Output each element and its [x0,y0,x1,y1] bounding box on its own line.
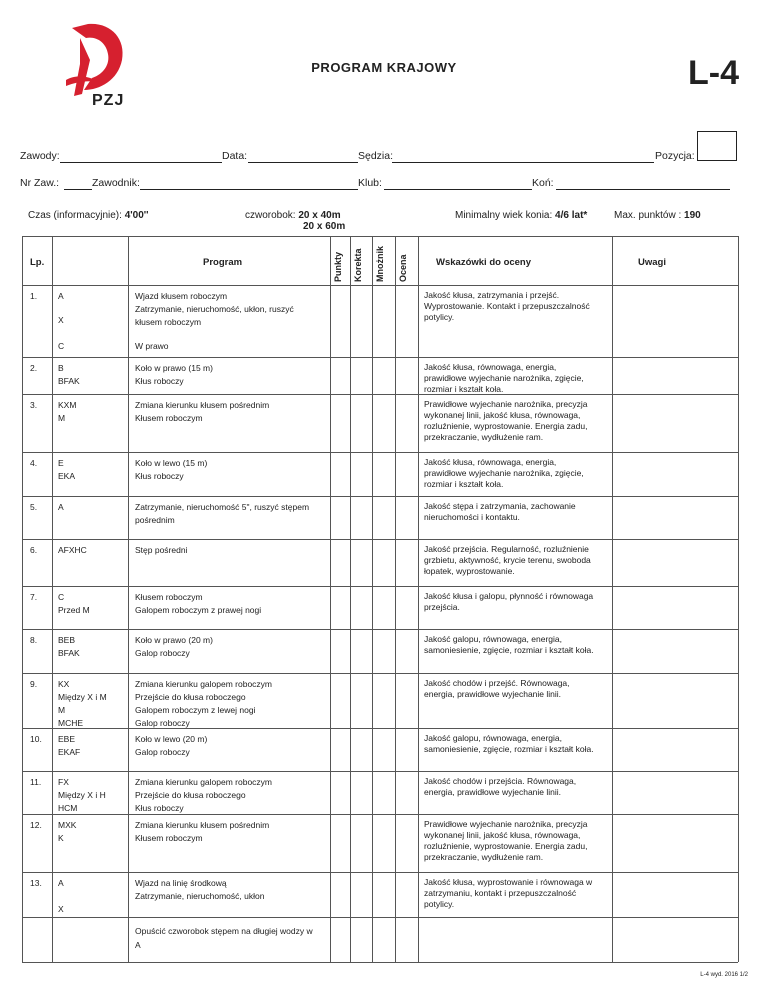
evaluation-hint: Jakość galopu, równowaga, energia, samoniesienie, zgięcie, rozmiar i kształt koła. [424,634,594,655]
klub-label: Klub: [358,177,382,189]
punkty-header: Punkty [333,251,343,282]
table-column-line [612,236,613,962]
table-row-line [22,728,738,729]
ocena-header: Ocena [398,254,408,282]
program-step: W prawo [135,341,169,351]
table-row-line [22,673,738,674]
arena-point: BFAK [58,376,80,386]
program-step: Wjazd na linię środkową [135,878,227,888]
evaluation-hint: Jakość galopu, równowaga, energia, samoniesienie, zgięcie, rozmiar i kształt koła. [424,733,594,754]
arena-point: MXK [58,820,77,830]
program-step: Zatrzymanie, nieruchomość, ukłon [135,891,265,901]
data-field[interactable] [248,162,358,163]
row-number: 7. [30,592,38,602]
program-step: pośrednim [135,515,175,525]
nr-zaw-field[interactable] [64,189,92,190]
program-step: Zmiana kierunku galopem roboczym [135,679,273,689]
zawody-field[interactable] [60,162,222,163]
arena-point: EKA [58,471,76,481]
arena-point: M [58,705,66,715]
row-number: 12. [30,820,42,830]
arena-point: Między X i M [58,692,107,702]
program-step: Koło w lewo (20 m) [135,734,208,744]
program-step: Kłus roboczy [135,803,184,813]
czworobok-info-2: 20 x 60m [303,221,346,232]
program-step: Galopem roboczym z prawej nogi [135,605,262,615]
table-column-line [738,236,739,962]
program-step: Zmiana kierunku kłusem pośrednim [135,820,270,830]
footer-note: L-4 wyd. 2016 1/2 [700,972,748,978]
zawodnik-field[interactable] [140,189,358,190]
arena-point: A [58,878,64,888]
table-column-line [395,236,396,962]
czworobok-info: czworobok: 20 x 40m [245,210,341,221]
table-row-line [22,452,738,453]
row-number: 1. [30,291,38,301]
program-step: kłusem roboczym [135,317,202,327]
pozycja-box[interactable] [697,131,737,161]
program-step: Kłus roboczy [135,471,184,481]
zawodnik-label: Zawodnik: [92,177,140,189]
klub-field[interactable] [384,189,532,190]
table-row-line [22,285,738,286]
table-column-line [128,236,129,962]
table-row-line [22,917,738,918]
program-step: Stęp pośredni [135,545,188,555]
sedzia-label: Sędzia: [358,150,394,162]
row-number: 4. [30,458,38,468]
row-number: 11. [30,777,42,787]
evaluation-hint: Jakość kłusa, wyprostowanie i równowaga w zatrzymaniu, kontakt i przepuszczalność potylicy. [424,877,593,909]
arena-point: X [58,904,64,914]
program-header: Program [203,257,243,268]
arena-point: Przed M [58,605,90,615]
table-row-line [22,539,738,540]
program-step: Kłus roboczy [135,376,184,386]
table-row-line [22,962,738,963]
evaluation-hint: Prawidłowe wyjechanie narożnika, precyzja wykonanej linii, jakość kłusa, równowaga, rozluźnienie, wyprostowanie. Energia zadu, przekraczanie, wydłużenie ram. [424,399,588,442]
evaluation-hint: Jakość kłusa, równowaga, energia, prawidłowe wyjechanie narożnika, zgięcie, rozmiar i kształt koła. [424,362,584,394]
arena-point: X [58,315,64,325]
nr-zaw-label: Nr Zaw.: [20,177,60,189]
arena-point: HCM [58,803,78,813]
program-step: Galop roboczy [135,648,190,658]
arena-point: M [58,413,66,423]
arena-point: EBE [58,734,76,744]
table-column-line [350,236,351,962]
uwagi-header: Uwagi [638,257,666,268]
program-step: Kłusem roboczym [135,592,203,602]
arena-point: BFAK [58,648,80,658]
arena-point: A [58,291,64,301]
program-step: Zatrzymanie, nieruchomość, ukłon, ruszyć [135,304,294,314]
program-step: Kłusem roboczym [135,833,203,843]
row-number: 5. [30,502,38,512]
wskazowki-header: Wskazówki do oceny [436,257,532,268]
row-number: 13. [30,878,42,888]
program-step: Kłusem roboczym [135,413,203,423]
table-column-line [418,236,419,962]
table-row-line [22,394,738,395]
arena-point: A [58,502,64,512]
table-row-line [22,496,738,497]
program-step: Wjazd kłusem roboczym [135,291,228,301]
wiek-info: Minimalny wiek konia: 4/6 lat* [455,210,588,221]
kon-field[interactable] [556,189,730,190]
zawody-label: Zawody: [20,150,60,162]
program-step: Galopem roboczym z lewej nogi [135,705,256,715]
evaluation-hint: Jakość stępa i zatrzymania, zachowanie nieruchomości i kontaktu. [424,501,576,522]
row-number: 3. [30,400,38,410]
evaluation-hint: Jakość chodów i przejść. Równowaga, energia, prawidłowe wyjechanie linii. [424,678,570,699]
table-column-line [372,236,373,962]
table-row-line [22,586,738,587]
table-row-line [22,629,738,630]
arena-point: Między X i H [58,790,106,800]
table-row-line [22,357,738,358]
program-step: Przejście do kłusa roboczego [135,692,246,702]
program-step: Galop roboczy [135,718,190,728]
pozycja-label: Pozycja: [655,150,695,162]
lp-header: Lp. [30,257,45,268]
evaluation-hint: Jakość chodów i przejścia. Równowaga, energia, prawidłowe wyjechanie linii. [424,776,577,797]
program-step: Przejście do kłusa roboczego [135,790,246,800]
row-number: 6. [30,545,38,555]
row-number: 2. [30,363,38,373]
final-note: Opuścić czworobok stępem na długiej wodzy w [135,926,313,936]
arena-point: E [58,458,64,468]
table-row-line [22,814,738,815]
table-column-line [52,236,53,962]
program-step: Zmiana kierunku kłusem pośrednim [135,400,270,410]
program-step: Zatrzymanie, nieruchomość 5", ruszyć stępem [135,502,310,512]
evaluation-hint: Jakość przejścia. Regularność, rozluźnienie grzbietu, aktywność, krycie terenu, swoboda łopatek, wyprostowanie. [424,544,591,576]
kon-label: Koń: [532,177,554,189]
arena-point: B [58,363,64,373]
program-step: Koło w prawo (20 m) [135,635,213,645]
arena-point: FX [58,777,69,787]
evaluation-hint: Jakość kłusa i galopu, płynność i równowaga przejścia. [424,591,594,612]
arena-point: K [58,833,64,843]
arena-point: MCHE [58,718,84,728]
table-row-line [22,872,738,873]
arena-point: BEB [58,635,76,645]
row-number: 9. [30,679,38,689]
arena-point: EKAF [58,747,81,757]
table-row-line [22,236,738,237]
program-step: Koło w prawo (15 m) [135,363,213,373]
mnoznik-header: Mnożnik [375,246,385,282]
max-info: Max. punktów : 190 [614,210,701,221]
page-title: PROGRAM KRAJOWY [311,60,457,75]
evaluation-hint: Jakość kłusa, równowaga, energia, prawidłowe wyjechanie narożnika, zgięcie, rozmiar i kształt koła. [424,457,584,489]
arena-point: C [58,592,65,602]
czas-info: Czas (informacyjnie): 4'00'' [28,210,149,221]
program-step: Galop roboczy [135,747,190,757]
row-number: 8. [30,635,38,645]
final-note: A [135,940,141,950]
arena-point: KXM [58,400,77,410]
evaluation-hint: Prawidłowe wyjechanie narożnika, precyzja wykonanej linii, jakość kłusa, równowaga, rozluźnienie, wyprostowanie. Energia zadu, przekraczanie, wydłużenie ram. [424,819,588,862]
korekta-header: Korekta [353,248,363,282]
evaluation-hint: Jakość kłusa, zatrzymania i przejść. Wyprostowanie. Kontakt i przepuszczalność potylicy. [424,290,590,322]
data-label: Data: [222,150,248,162]
program-step: Koło w lewo (15 m) [135,458,208,468]
table-column-line [330,236,331,962]
logo-text: PZJ [92,92,125,109]
program-step: Zmiana kierunku galopem roboczym [135,777,273,787]
form-code: L-4 [688,54,739,92]
sedzia-field[interactable] [392,162,654,163]
arena-point: KX [58,679,70,689]
arena-point: AFXHC [58,545,87,555]
table-column-line [22,236,23,962]
row-number: 10. [30,734,42,744]
table-row-line [22,771,738,772]
arena-point: C [58,341,65,351]
